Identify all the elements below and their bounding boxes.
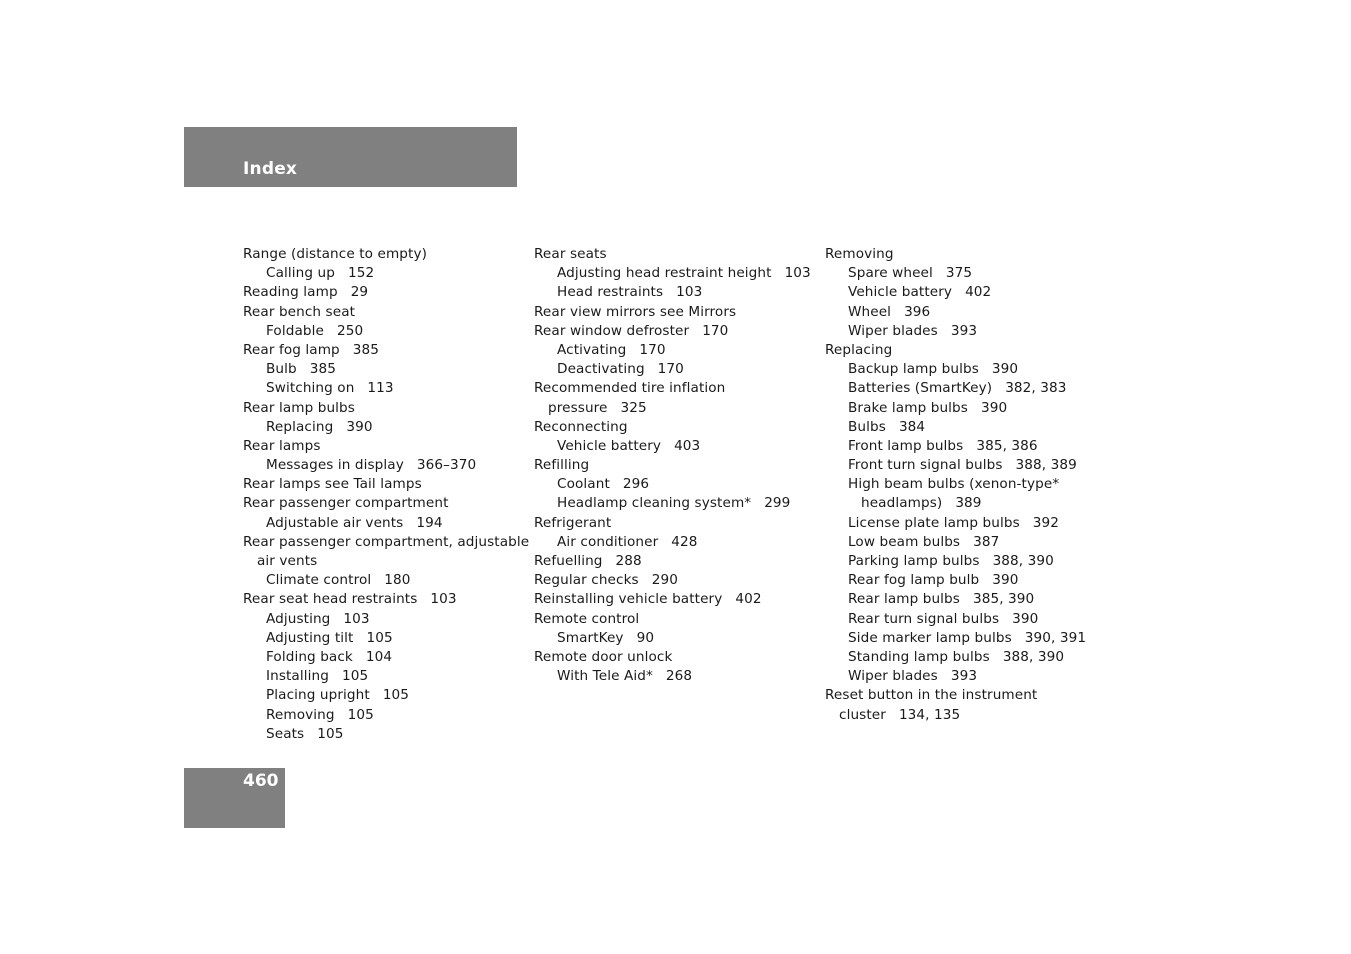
- index-entry: [534, 379, 819, 398]
- index-entry: [825, 341, 1110, 360]
- index-entry: [825, 571, 1110, 590]
- index-entry: [243, 264, 528, 283]
- index-column-2: [534, 245, 819, 686]
- page-reference: 170: [702, 322, 729, 339]
- page-reference: 388, 389: [1015, 457, 1077, 474]
- index-term: Rear seat head restraints: [243, 591, 418, 608]
- index-entry: [534, 533, 819, 552]
- index-entry: [825, 475, 1110, 494]
- index-entry: [825, 648, 1110, 667]
- index-term: Rear fog lamp: [243, 341, 340, 358]
- index-entry: [243, 514, 528, 533]
- index-term: Front turn signal bulbs: [848, 457, 1003, 474]
- index-term: Removing: [266, 706, 335, 723]
- page-reference: 296: [622, 476, 650, 493]
- page-reference: 103: [784, 265, 811, 282]
- index-term: Rear turn signal bulbs: [848, 610, 1000, 627]
- index-term: Vehicle battery: [557, 437, 662, 454]
- index-entry: [243, 437, 528, 456]
- index-term: pressure: [548, 399, 608, 416]
- page-reference: 384: [898, 418, 926, 435]
- index-entry: [534, 514, 819, 533]
- index-term: Wheel: [848, 303, 892, 320]
- page-reference: 105: [366, 629, 393, 646]
- index-entry: [534, 264, 819, 283]
- index-entry: [243, 629, 528, 648]
- page-reference: 388, 390: [992, 553, 1054, 569]
- page-reference: 113: [367, 380, 394, 397]
- page-reference: 393: [950, 668, 978, 685]
- page-reference: 390: [1012, 610, 1039, 627]
- index-term: Replacing: [825, 341, 893, 358]
- index-term: Switching on: [266, 380, 355, 397]
- index-term: Rear passenger compartment, adjustable: [243, 533, 530, 550]
- index-term: Foldable: [266, 322, 324, 339]
- index-term: Deactivating: [557, 361, 645, 378]
- page-reference: 290: [651, 572, 678, 589]
- index-entry: [534, 303, 819, 322]
- index-entry: [825, 514, 1110, 533]
- index-term: Refuelling: [534, 553, 603, 569]
- index-entry: [534, 629, 819, 648]
- page-reference: 105: [382, 687, 410, 704]
- page-reference: 288: [615, 553, 642, 569]
- index-term: cluster: [839, 706, 886, 723]
- page-reference: 375: [945, 265, 973, 282]
- index-entry: [825, 533, 1110, 552]
- page-reference: 180: [384, 572, 411, 589]
- index-term: Messages in display: [266, 457, 404, 474]
- page-reference: 388, 390: [1002, 648, 1065, 665]
- index-entry: [534, 590, 819, 609]
- index-entry: [825, 667, 1110, 686]
- page-reference: 103: [676, 284, 703, 301]
- index-entry: [825, 494, 1110, 513]
- index-term: Wiper blades: [848, 668, 938, 685]
- page-reference: 366–370: [416, 457, 477, 474]
- index-entry: [243, 475, 528, 494]
- page-reference: 396: [904, 303, 931, 320]
- index-entry: [243, 283, 528, 302]
- index-column-3: [825, 245, 1110, 725]
- index-term: headlamps): [861, 495, 943, 512]
- index-entry: [243, 648, 528, 667]
- index-entry: [243, 725, 528, 744]
- page-reference: 170: [639, 341, 666, 358]
- page-reference: 428: [671, 533, 698, 550]
- index-entry: [534, 360, 819, 379]
- index-entry: [825, 456, 1110, 475]
- index-term: Installing: [266, 668, 329, 685]
- index-term: air vents: [257, 553, 318, 569]
- page-reference: 299: [764, 495, 791, 512]
- page-reference: 103: [343, 610, 370, 627]
- index-entry: [243, 610, 528, 629]
- index-entry: [243, 379, 528, 398]
- index-entry: [243, 245, 528, 264]
- index-entry: [825, 283, 1110, 302]
- index-entry: [243, 552, 528, 571]
- index-term: Spare wheel: [848, 265, 933, 282]
- index-entry: [534, 475, 819, 494]
- page-reference: 268: [665, 668, 693, 685]
- index-entry: [243, 456, 528, 475]
- page-reference: 105: [347, 706, 374, 723]
- index-entry: [243, 590, 528, 609]
- index-entry: [825, 629, 1110, 648]
- index-term: Head restraints: [557, 284, 664, 301]
- index-entry: [243, 303, 528, 322]
- index-entry: [243, 399, 528, 418]
- index-entry: [534, 494, 819, 513]
- page-reference: 385: [309, 361, 336, 378]
- index-term: Folding back: [266, 648, 353, 665]
- page-reference: 389: [955, 495, 982, 512]
- index-term: Rear lamps see Tail lamps: [243, 476, 422, 493]
- index-term: Side marker lamp bulbs: [848, 629, 1012, 646]
- page-reference: 90: [636, 629, 655, 646]
- page-reference: 152: [347, 265, 375, 282]
- index-term: Regular checks: [534, 572, 639, 589]
- index-term: Range (distance to empty): [243, 246, 428, 262]
- page-reference: 402: [965, 284, 992, 301]
- index-entry: [243, 418, 528, 437]
- index-entry: [534, 399, 819, 418]
- page-reference: 103: [430, 591, 457, 608]
- page-reference: 403: [674, 437, 701, 454]
- index-term: Headlamp cleaning system*: [557, 495, 752, 512]
- index-term: Replacing: [266, 418, 334, 435]
- index-term: Brake lamp bulbs: [848, 399, 968, 416]
- index-term: Standing lamp bulbs: [848, 648, 990, 665]
- index-term: Remote control: [534, 610, 640, 627]
- index-entry: [243, 341, 528, 360]
- index-entry: [534, 552, 819, 571]
- page-reference: 385, 386: [976, 437, 1038, 454]
- index-term: Rear view mirrors see Mirrors: [534, 303, 737, 320]
- index-entry: [825, 706, 1110, 725]
- index-term: Reinstalling vehicle battery: [534, 591, 723, 608]
- page-number-tab: [184, 768, 285, 828]
- index-entry: [825, 379, 1110, 398]
- index-entry: [243, 360, 528, 379]
- index-entry: [243, 686, 528, 705]
- index-entry: [825, 264, 1110, 283]
- index-term: Adjusting tilt: [266, 629, 354, 646]
- index-term: Batteries (SmartKey): [848, 380, 993, 397]
- page-reference: 390, 391: [1024, 629, 1087, 646]
- page-reference: 390: [346, 418, 373, 435]
- page-reference: 390: [991, 361, 1019, 378]
- index-term: Backup lamp bulbs: [848, 361, 979, 378]
- index-term: Calling up: [266, 265, 335, 282]
- page-reference: 385, 390: [972, 591, 1035, 608]
- index-term: Seats: [266, 725, 305, 742]
- index-entry: [825, 245, 1110, 264]
- index-entry: [534, 341, 819, 360]
- index-term: Bulb: [266, 361, 297, 378]
- index-entry: [534, 283, 819, 302]
- index-entry: [534, 667, 819, 686]
- index-term: Coolant: [557, 476, 610, 493]
- index-term: Recommended tire inflation: [534, 380, 726, 397]
- index-term: Reconnecting: [534, 418, 628, 435]
- page-reference: 385: [352, 341, 380, 358]
- index-entry: [825, 610, 1110, 629]
- page-number: 460: [243, 771, 279, 791]
- index-term: Climate control: [266, 572, 372, 589]
- index-term: Rear lamps: [243, 437, 321, 454]
- section-title: Index: [243, 159, 298, 179]
- page-reference: 390: [992, 572, 1019, 589]
- index-entry: [534, 456, 819, 475]
- index-entry: [534, 571, 819, 590]
- page-reference: 29: [350, 284, 369, 301]
- index-term: Refilling: [534, 457, 590, 474]
- section-header-band: [184, 127, 517, 187]
- index-term: Removing: [825, 246, 894, 262]
- page-reference: 134, 135: [898, 706, 961, 723]
- index-entry: [534, 610, 819, 629]
- index-entry: [243, 533, 528, 552]
- index-term: License plate lamp bulbs: [848, 514, 1020, 531]
- index-term: Reading lamp: [243, 284, 338, 301]
- index-term: High beam bulbs (xenon-type*: [848, 476, 1060, 493]
- page-reference: 390: [980, 399, 1008, 416]
- index-term: Rear seats: [534, 246, 607, 262]
- index-term: Vehicle battery: [848, 284, 953, 301]
- index-term: Parking lamp bulbs: [848, 553, 980, 569]
- index-entry: [825, 590, 1110, 609]
- index-entry: [825, 322, 1110, 341]
- index-term: Activating: [557, 341, 627, 358]
- index-entry: [243, 494, 528, 513]
- index-entry: [825, 552, 1110, 571]
- page-reference: 325: [620, 399, 647, 416]
- index-entry: [825, 437, 1110, 456]
- index-entry: [243, 706, 528, 725]
- index-term: Reset button in the instrument: [825, 687, 1038, 704]
- index-term: Wiper blades: [848, 322, 938, 339]
- index-entry: [534, 245, 819, 264]
- page-reference: 105: [317, 725, 344, 742]
- index-entry: [243, 322, 528, 341]
- page-reference: 382, 383: [1005, 380, 1067, 397]
- index-entry: [825, 686, 1110, 705]
- page-reference: 194: [416, 514, 443, 531]
- index-entry: [534, 418, 819, 437]
- page-reference: 105: [341, 668, 369, 685]
- index-term: Rear lamp bulbs: [848, 591, 960, 608]
- index-term: Rear bench seat: [243, 303, 356, 320]
- page-reference: 392: [1032, 514, 1060, 531]
- index-entry: [243, 571, 528, 590]
- page-reference: 393: [950, 322, 978, 339]
- index-entry: [534, 437, 819, 456]
- index-entry: [534, 648, 819, 667]
- index-term: Front lamp bulbs: [848, 437, 964, 454]
- index-column-1: [243, 245, 528, 744]
- index-term: Bulbs: [848, 418, 886, 435]
- page-reference: 250: [336, 322, 364, 339]
- index-term: Air conditioner: [557, 533, 659, 550]
- index-term: Refrigerant: [534, 514, 612, 531]
- index-entry: [825, 360, 1110, 379]
- index-term: Rear fog lamp bulb: [848, 572, 980, 589]
- index-term: Placing upright: [266, 687, 370, 704]
- index-term: Remote door unlock: [534, 648, 673, 665]
- index-entry: [534, 322, 819, 341]
- index-term: SmartKey: [557, 629, 624, 646]
- index-term: Rear passenger compartment: [243, 495, 449, 512]
- page-reference: 170: [657, 361, 684, 378]
- index-term: Adjusting: [266, 610, 331, 627]
- index-term: Low beam bulbs: [848, 533, 961, 550]
- index-term: Adjustable air vents: [266, 514, 404, 531]
- index-entry: [825, 399, 1110, 418]
- index-term: Rear window defroster: [534, 322, 690, 339]
- index-entry: [243, 667, 528, 686]
- page-reference: 387: [973, 533, 1000, 550]
- index-term: Adjusting head restraint height: [557, 265, 772, 282]
- page-reference: 402: [735, 591, 762, 608]
- index-entry: [825, 418, 1110, 437]
- index-term: Rear lamp bulbs: [243, 399, 355, 416]
- page-reference: 104: [365, 648, 393, 665]
- index-entry: [825, 303, 1110, 322]
- index-term: With Tele Aid*: [557, 668, 653, 685]
